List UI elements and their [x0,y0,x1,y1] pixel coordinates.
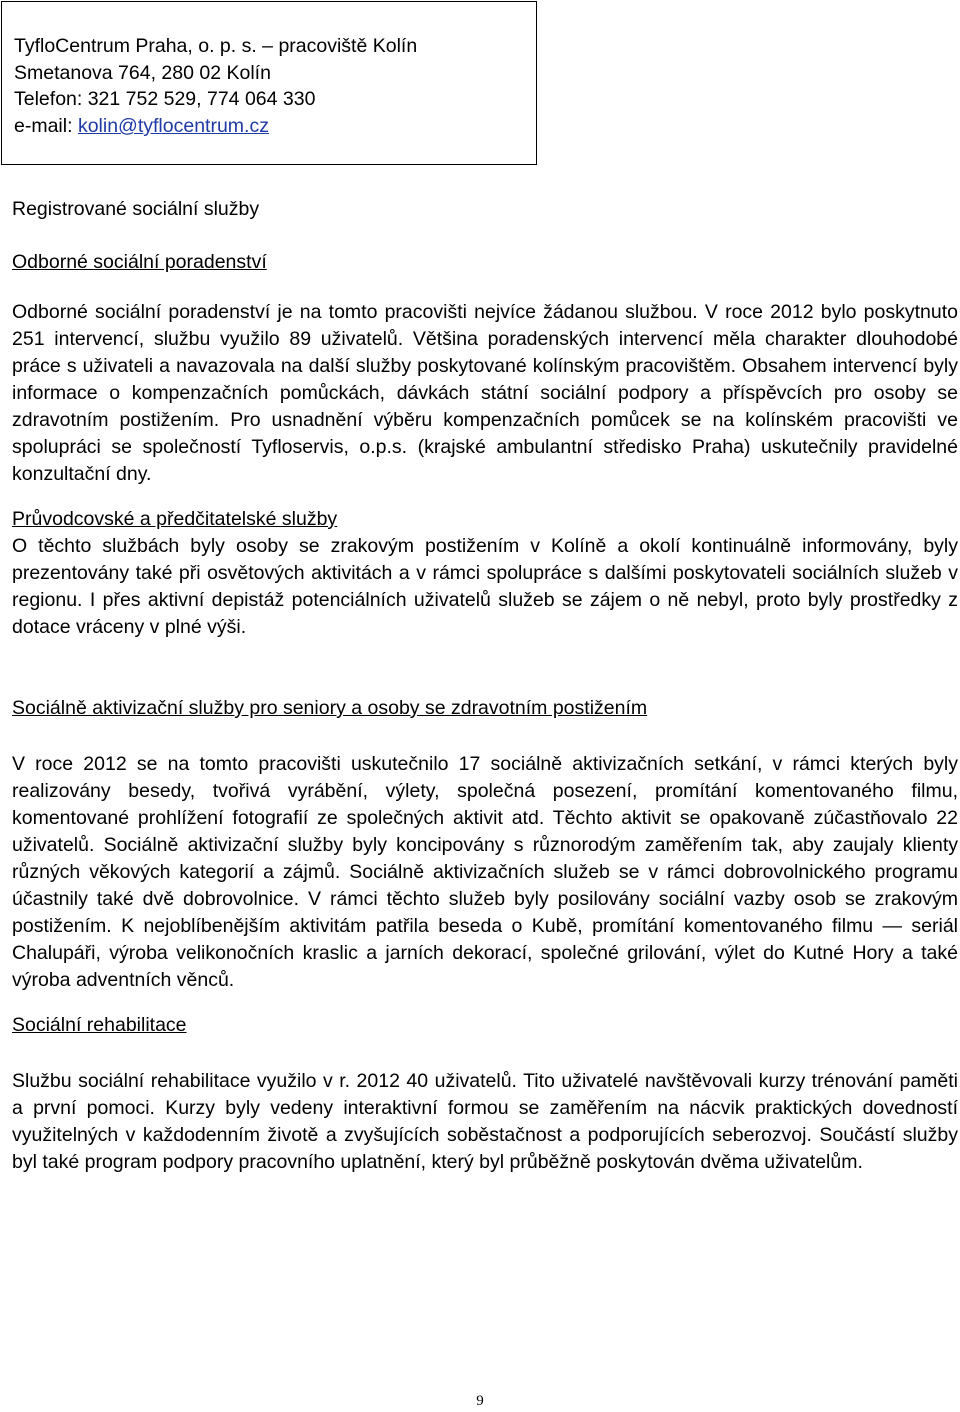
section-body-counseling: Odborné sociální poradenství je na tomto pracovišti nejvíce žádanou službou. V roce 2012 bylo poskytnuto 251 intervencí, službu využilo 89 uživatelů. Většina poradenských intervencí měla charakter dlouhodobé práce s uživateli a navazovala na další služby poskytované kolínským pracovištěm. Obsahem intervencí byly informace o kompenzačních pomůckách, dávkách státní sociální podpory a příspěvcích pro osoby se zdravotním postižením. Pro usnadnění výběru kompenzačních pomůcek se na kolínském pracovišti ve spolupráci se společností Tyfloservis, o.p.s. (krajské ambulantní středisko Praha) uskutečnily pravidelné konzultační dny. [12,301,958,485]
section-heading-guide-services: Průvodcovské a předčitatelské služby [12,508,338,530]
section-heading-counseling: Odborné sociální poradenství [12,251,267,273]
section-heading-activation-services: Sociálně aktivizační služby pro seniory a osoby se zdravotním postižením [12,697,648,719]
contact-email-link[interactable]: kolin@tyflocentrum.cz [77,115,269,138]
contact-address: Smetanova 764, 280 02 Kolín [14,61,271,84]
section-body-activation-services: V roce 2012 se na tomto pracovišti uskutečnilo 17 sociálně aktivizačních setkání, v rámci kterých byly realizovány besedy, tvořivá vyrábění, výlety, společná posezení, promítání komentovaného filmu, komentované prohlížení fotografií ze společných aktivit atd. Těchto aktivit se opakovaně zúčastňovalo 22 uživatelů. Sociálně aktivizační služby byly koncipovány s různorodým zaměřením tak, aby zaujaly klienty různých věkových kategorií a zájmů. Sociálně aktivizačních služeb se v rámci dobrovolnického programu účastnily také dvě dobrovolnice. V rámci těchto služeb byly posilovány sociální vazby osob se zrakovým postižením. K nejoblíbenějším aktivitám patřila beseda o Kubě, promítání komentovaného filmu — seriál Chalupáři, výroba velikonočních kraslic a jarních dekorací, společné grilování, výlet do Kutné Hory a také výroba adventních věnců. [12,753,958,991]
section-body-rehabilitation: Službu sociální rehabilitace využilo v r. 2012 40 uživatelů. Tito uživatelé navštěvovali kurzy trénování paměti a první pomoci. Kurzy byly vedeny interaktivní formou se zaměřením na nácvik praktických dovedností využitelných v každodenním životě a zvyšujících soběstačnost a podporujících seberozvoj. Součástí služby byl také program podpory pracovního uplatnění, který byl průběžně poskytován dvěma uživatelům. [12,1070,958,1173]
document-content [12,196,958,1176]
section-heading-rehabilitation: Sociální rehabilitace [12,1014,187,1036]
section-body-guide-services: O těchto službách byly osoby se zrakovým postižením v Kolíně a okolí kontinuálně informovány, byly prezentovány také při osvětových aktivitách a v rámci spolupráce s dalšími poskytovateli sociálních služeb v regionu. I přes aktivní depistáž potenciálních uživatelů služeb se zájem o ně nebyl, proto byly prostředky z dotace vráceny v plné výši. [12,535,958,638]
page-number: 9 [476,1393,484,1409]
contact-email-label: e-mail: [14,115,78,138]
contact-phone: Telefon: 321 752 529, 774 064 330 [14,88,316,111]
contact-email-line [14,113,536,140]
main-heading: Registrované sociální služby [12,198,260,220]
contact-box [1,1,537,165]
contact-organization: TyfloCentrum Praha, o. p. s. – pracoviště Kolín [14,35,418,57]
